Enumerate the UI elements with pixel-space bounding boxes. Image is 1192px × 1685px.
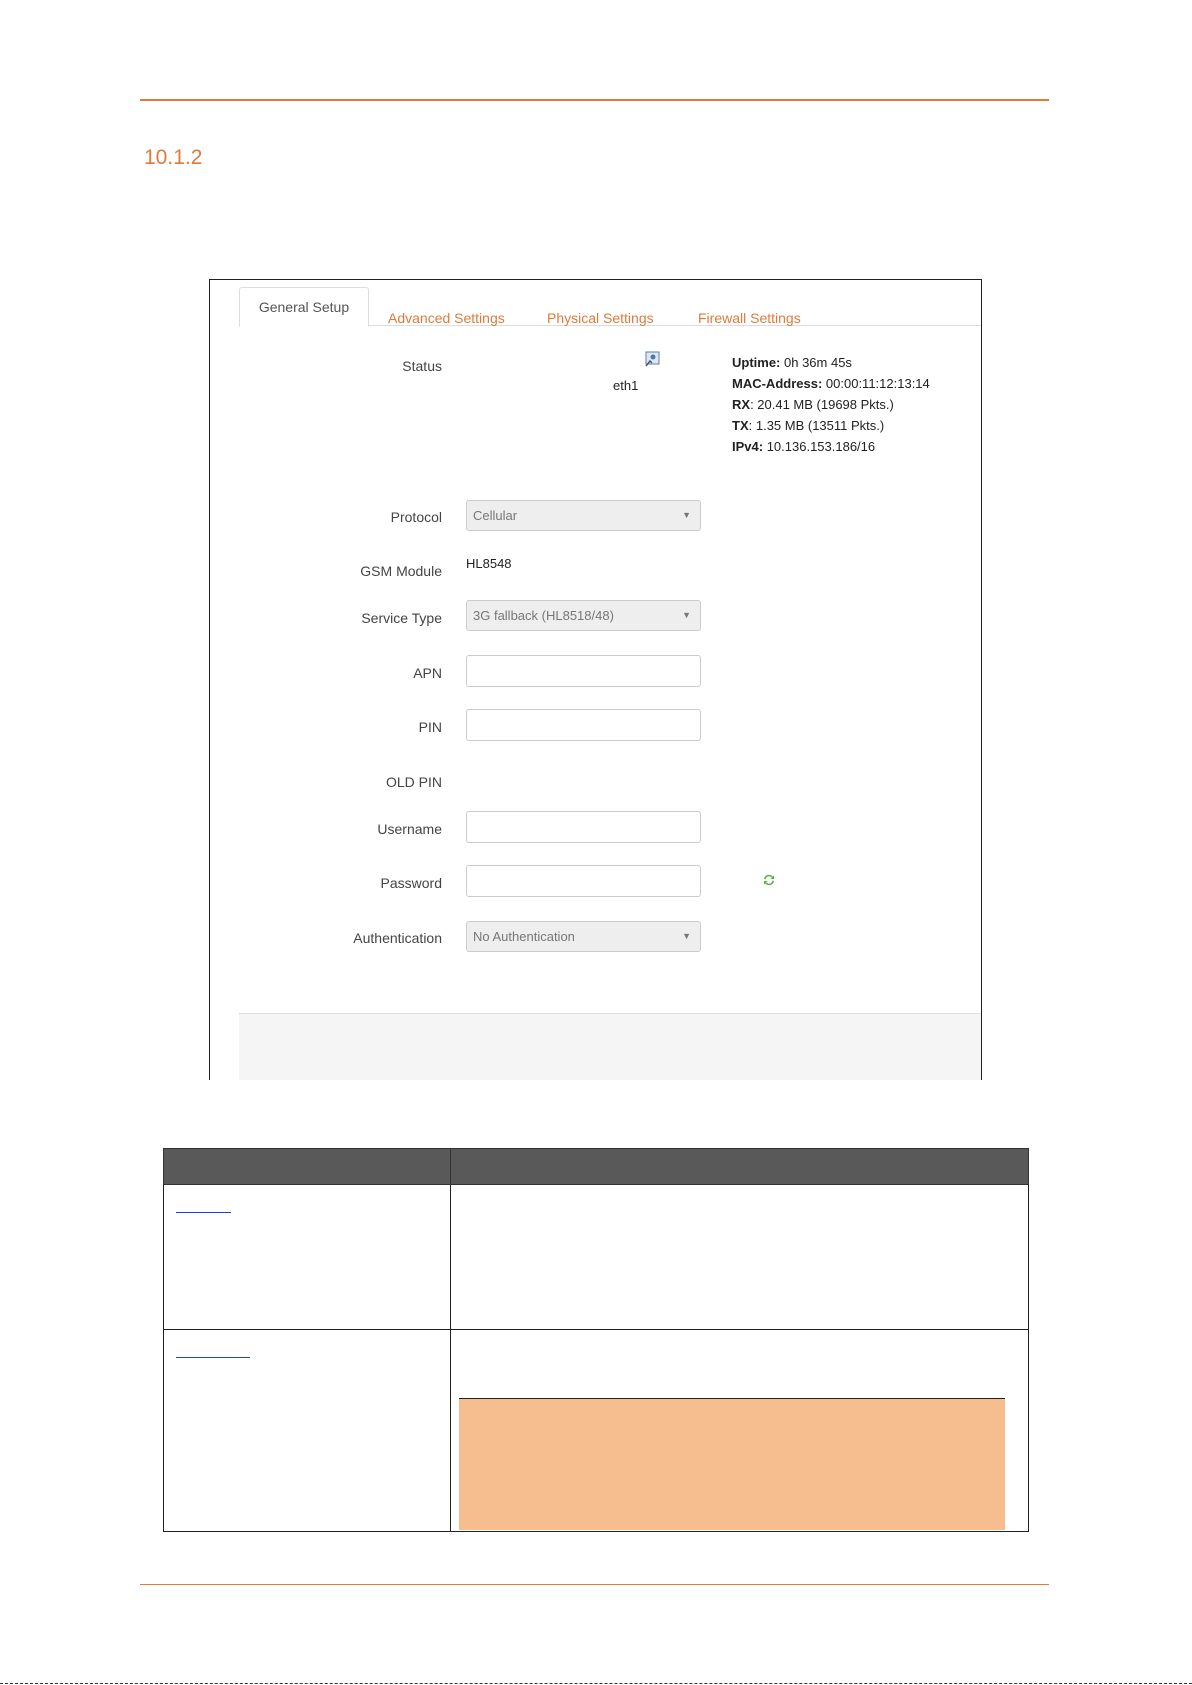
mac-value: 00:00:11:12:13:14 [822,376,930,391]
gsm-module-label: GSM Module [360,563,442,579]
table-cell [164,1330,451,1532]
link-underline[interactable] [176,1212,231,1213]
form-footer [239,1013,981,1080]
chevron-down-icon: ▼ [682,610,691,620]
gsm-module-value: HL8548 [466,556,512,571]
reveal-password-icon[interactable] [762,873,776,892]
service-type-select[interactable] [466,600,701,631]
username-input[interactable] [466,811,701,843]
protocol-value: Cellular [473,508,518,523]
uptime-key: Uptime: [732,355,781,370]
apn-input[interactable] [466,655,701,687]
ipv4-key: IPv4: [732,439,764,454]
username-label: Username [377,821,442,837]
table-cell [451,1185,1029,1330]
table-row [164,1185,1029,1330]
old-pin-label: OLD PIN [385,774,442,790]
uptime-value: 0h 36m 45s [780,355,852,370]
header-rule [140,99,1049,101]
status-info [732,352,930,457]
tab-advanced-settings[interactable]: Advanced Settings [388,310,505,326]
authentication-label: Authentication [353,930,442,946]
ipv4-value: 10.136.153.186/16 [763,439,876,454]
screenshot-frame [209,279,982,1080]
footer-rule [140,1584,1049,1585]
mac-key: MAC-Address: [732,376,823,391]
table-header-cell [164,1149,451,1185]
rx-key: RX [732,397,751,412]
interface-name: eth1 [613,378,639,393]
service-type-value: 3G fallback (HL8518/48) [473,608,614,623]
status-label: Status [402,358,442,374]
network-interface-icon [644,351,662,374]
chevron-down-icon: ▼ [682,931,691,941]
tab-firewall-settings[interactable]: Firewall Settings [698,310,801,326]
table-header-cell [451,1149,1029,1185]
service-type-label: Service Type [361,610,442,626]
rx-value: : 20.41 MB (19698 Pkts.) [750,397,894,412]
section-number: 10.1.2 [144,146,203,169]
password-input[interactable] [466,865,701,897]
pin-label: PIN [418,719,442,735]
tab-physical-settings[interactable]: Physical Settings [547,310,654,326]
password-label: Password [380,875,442,891]
page-edge [0,1683,1192,1684]
tx-key: TX [732,418,749,433]
protocol-select[interactable] [466,500,701,531]
authentication-value: No Authentication [473,929,575,944]
tx-value: : 1.35 MB (13511 Pkts.) [748,418,885,433]
tab-general-setup[interactable]: General Setup [239,287,369,327]
table-cell [164,1185,451,1330]
protocol-label: Protocol [390,509,442,525]
apn-label: APN [413,665,442,681]
note-box [459,1398,1005,1530]
pin-input[interactable] [466,709,701,741]
chevron-down-icon: ▼ [682,510,691,520]
authentication-select[interactable] [466,921,701,952]
link-underline[interactable] [176,1357,250,1358]
